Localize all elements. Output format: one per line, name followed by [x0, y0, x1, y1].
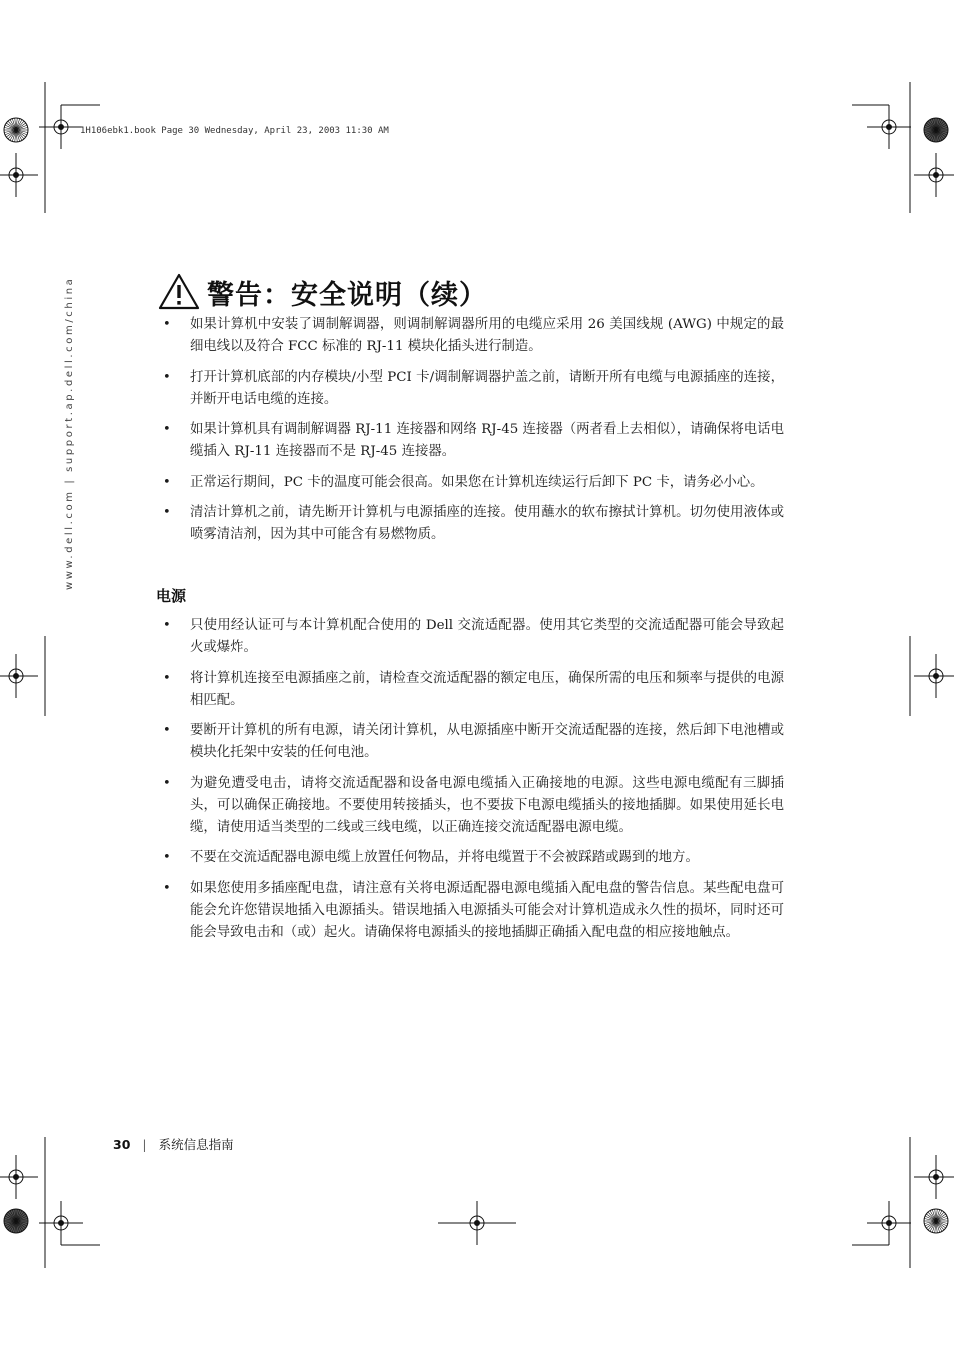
- crosshair-mark: [14, 674, 19, 679]
- bullet-icon: •: [163, 618, 171, 633]
- power-safety-list: [160, 615, 784, 952]
- side-url: www.dell.com | support.ap.dell.com/china: [64, 276, 75, 590]
- safety-list: [160, 314, 784, 555]
- list-item-text: 如果计算机中安装了调制解调器，则调制解调器所用的电缆应采用 26 美国线规 (AWG) 中规定的最细电线以及符合 FCC 标准的 RJ-11 模块化插头进行制造。: [190, 317, 784, 354]
- list-item-text: 打开计算机底部的内存模块/小型 PCI 卡/调制解调器护盖之前，请断开所有电缆与电源插座的连接，并断开电话电缆的连接。: [190, 369, 784, 407]
- crosshair-mark: [934, 674, 939, 679]
- crosshair-mark: [934, 173, 939, 178]
- bullet-icon: •: [163, 505, 171, 520]
- list-item-text: 正常运行期间，PC 卡的温度可能会很高。如果您在计算机连续运行后卸下 PC 卡，请务必小心。: [190, 474, 764, 490]
- list-item-text: 不要在交流适配器电源电缆上放置任何物品，并将电缆置于不会被踩踏或踢到的地方。: [190, 850, 699, 865]
- page-title: [157, 270, 487, 314]
- list-item: [160, 878, 784, 944]
- list-item: [160, 668, 784, 712]
- list-item-text: 清洁计算机之前，请先断开计算机与电源插座的连接。使用蘸水的软布擦拭计算机。切勿使用液体或喷雾清洁剂，因为其中可能含有易燃物质。: [190, 505, 784, 542]
- footer-separator: |: [142, 1137, 147, 1152]
- list-item-text: 将计算机连接至电源插座之前，请检查交流适配器的额定电压，确保所需的电压和频率与提供的电源相匹配。: [190, 670, 784, 708]
- list-item: [160, 367, 784, 411]
- list-item: [160, 615, 784, 659]
- list-item: [160, 773, 784, 839]
- page-title-text: 警告：安全说明（续）: [207, 279, 487, 311]
- bullet-icon: •: [163, 880, 171, 896]
- list-item: [160, 419, 784, 463]
- crosshair-mark: [887, 125, 892, 130]
- crosshair-mark: [14, 173, 19, 178]
- crosshair-mark: [887, 1221, 892, 1226]
- bullet-icon: •: [163, 422, 171, 437]
- list-item-text: 如果计算机具有调制解调器 RJ-11 连接器和网络 RJ-45 连接器（两者看上去相似），请确保将电话电缆插入 RJ-11 连接器而不是 RJ-45 连接器。: [190, 422, 784, 459]
- bullet-icon: •: [163, 317, 171, 332]
- list-item: [160, 502, 784, 546]
- section-heading-power: 电源: [156, 587, 187, 605]
- page-number: 30: [113, 1137, 131, 1152]
- list-item: [160, 472, 784, 494]
- crosshair-mark: [934, 1175, 939, 1180]
- list-item-text: 如果您使用多插座配电盘，请注意有关将电源适配器电源电缆插入配电盘的警告信息。某些配电盘可能会允许您错误地插入电源插头。错误地插入电源插头可能会对计算机造成永久性的损坏，同时还可能会导致电击和（或）起火。请确保将电源插头的接地插脚正确插入配电盘的相应接地触点。: [190, 880, 784, 940]
- list-item: [160, 847, 784, 869]
- bullet-icon: •: [163, 474, 171, 490]
- bullet-icon: •: [163, 723, 171, 738]
- list-item-text: 为避免遭受电击，请将交流适配器和设备电源电缆插入正确接地的电源。这些电源电缆配有三脚插头，可以确保正确接地。不要使用转接插头，也不要拔下电源电缆插头的接地插脚。如果使用延长电缆，请使用适当类型的二线或三线电缆，以正确连接交流适配器电源电缆。: [190, 775, 784, 835]
- crosshair-mark: [59, 125, 64, 130]
- bullet-icon: •: [163, 850, 171, 865]
- list-item-text: 要断开计算机的所有电源，请关闭计算机，从电源插座中断开交流适配器的连接，然后卸下电池槽或模块化托架中安装的任何电池。: [190, 723, 784, 760]
- list-item: [160, 720, 784, 764]
- print-header: 1H106ebk1.book Page 30 Wednesday, April 23, 2003 11:30 AM: [80, 126, 389, 136]
- list-item-text: 只使用经认证可与本计算机配合使用的 Dell 交流适配器。使用其它类型的交流适配器可能会导致起火或爆炸。: [190, 618, 784, 655]
- bullet-icon: •: [163, 369, 171, 385]
- bullet-icon: •: [163, 670, 171, 686]
- list-item: [160, 314, 784, 358]
- crosshair-mark: [59, 1221, 64, 1226]
- page-footer: [113, 1135, 234, 1153]
- warning-triangle-icon: [157, 272, 201, 312]
- bullet-icon: •: [163, 775, 171, 791]
- crosshair-mark: [14, 1175, 19, 1180]
- book-title: 系统信息指南: [158, 1137, 234, 1152]
